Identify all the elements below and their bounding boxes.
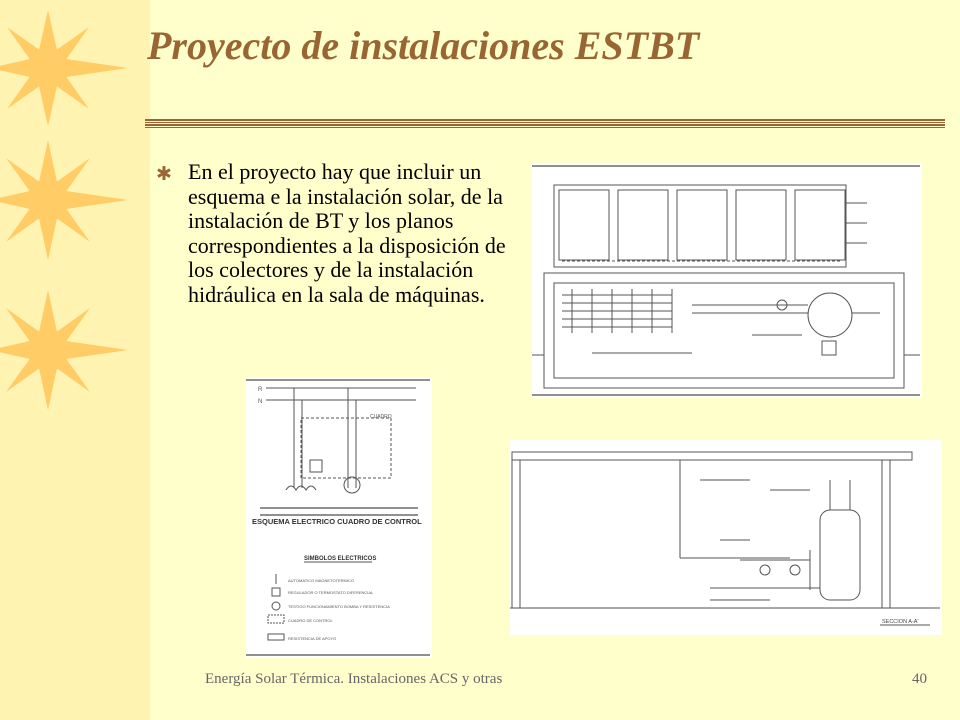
bullet-item (156, 160, 528, 307)
symbols-title: SIMBOLOS ELECTRICOS (304, 556, 377, 562)
symbol-label: TESTIGO FUNCIONAMIENTO BOMBA Y RESISTENCIA (288, 604, 390, 609)
sun-icon (0, 8, 140, 128)
symbol-label: AUTOMATICO MAGNETOTERMICO (288, 578, 355, 583)
slide-title: Proyecto de instalaciones ESTBT (147, 23, 700, 68)
neutral-label: N (258, 399, 263, 405)
page-number: 40 (912, 671, 927, 687)
bullet-star-icon: ✱ (156, 163, 172, 185)
sun-icon (0, 288, 140, 418)
section-label: SECCION A-A' (882, 619, 919, 625)
electrical-scheme-drawing (246, 378, 432, 658)
bullet-text: En el proyecto hay que incluir un esquema e la instalación solar, de la instalación de BT y los planos correspondientes a la disposición de los colectores y de la instalación hidráulica en la sala de máquinas. (188, 159, 506, 307)
collector-layout-drawing (532, 163, 922, 398)
symbol-label: CUADRO DE CONTROL (288, 618, 333, 623)
cuadro-label: CUADRO (370, 414, 392, 420)
machine-room-section-drawing (510, 440, 942, 635)
sun-icon (0, 138, 140, 268)
phase-label: R (258, 387, 263, 393)
scheme-caption: ESQUEMA ELECTRICO CUADRO DE CONTROL (252, 517, 422, 526)
title-divider (145, 119, 945, 131)
symbol-label: RESISTENCIA DE APOYO (288, 636, 337, 641)
symbol-label: REGULADOR O TERMOSTATO DIFERENCIAL (288, 590, 374, 595)
footer-text: Energía Solar Térmica. Instalaciones ACS y otras (205, 671, 503, 687)
